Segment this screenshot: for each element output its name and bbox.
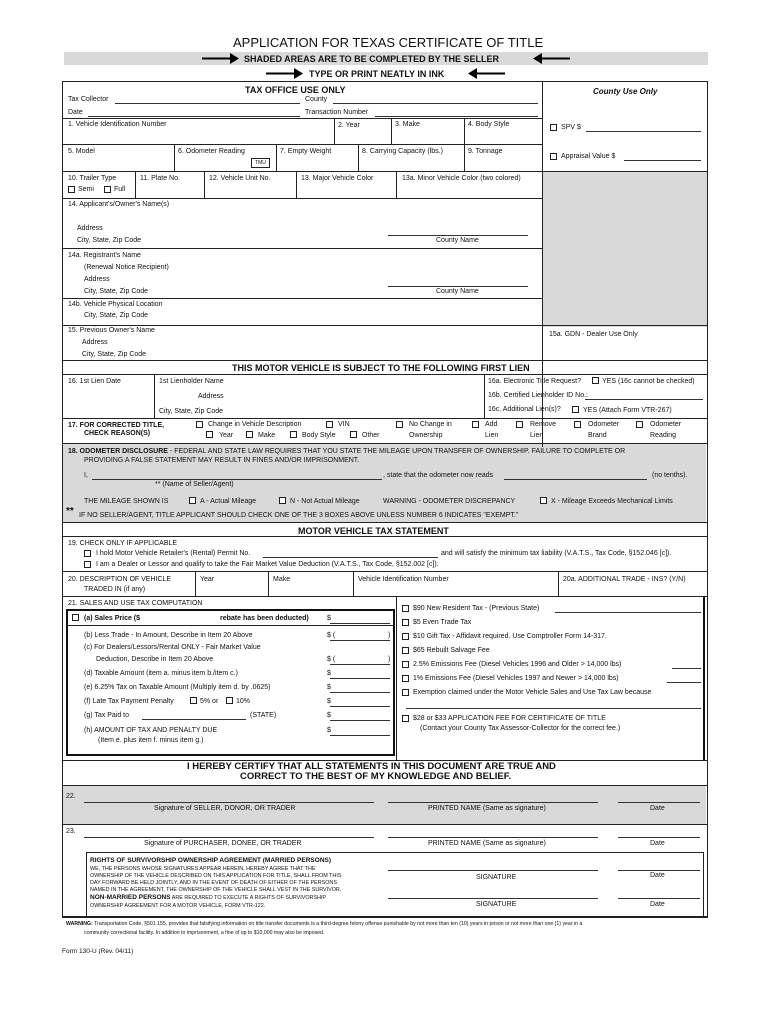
odometer-brand-label1: Odometer — [588, 421, 620, 428]
item-f-label: (f) Late Tax Payment Penalty — [84, 698, 174, 705]
type-note: TYPE OR PRINT NEATLY IN INK — [309, 69, 445, 79]
odometer-disclosure-text2: PROVIDING A FALSE STATEMENT MAY RESULT IN FINES AND/OR IMPRISONMENT. — [84, 457, 360, 464]
certify-line2: CORRECT TO THE BEST OF MY KNOWLEDGE AND BELIEF. — [240, 771, 512, 782]
traded-vin-label: Vehicle Identification Number — [358, 576, 449, 583]
registrant-county-name: County Name — [436, 288, 479, 295]
mileage-shown-label: THE MILEAGE SHOWN IS — [84, 498, 169, 505]
dealer-checkbox[interactable] — [84, 561, 91, 568]
item-h-dollar: $ — [327, 727, 331, 734]
tenths-label: (no tenths). — [652, 472, 688, 479]
penalty-5-label: 5% or — [200, 698, 219, 705]
permit-end-label: and will satisfy the minimum tax liability (V.A.T.S., Tax Code, §152.046 [c]). — [441, 550, 672, 557]
major-color-label: 13. Major Vehicle Color — [301, 175, 374, 182]
odometer-footnote: IF NO SELLER/AGENT, TITLE APPLICANT SHOULD CHECK ONE OF THE 3 BOXES ABOVE UNLESS NUMBER 6 INDICATES "EXEMPT." — [79, 512, 519, 519]
vin-checkbox[interactable] — [326, 421, 333, 428]
add-lien-label2: Lien — [485, 432, 499, 439]
fee-1-label: 1% Emissions Fee (Diesel Vehicles 1997 and Newer > 14,000 lbs) — [413, 675, 619, 682]
item-b-label: (b) Less Trade - In Amount, Describe in Item 20 Above — [84, 632, 253, 639]
dealer-label: I am a Dealer or Lessor and qualify to take the Fair Market Value Deduction (V.A.T.S., Tax Code, §152.002 [c]). — [96, 561, 439, 568]
right-arrow-icon — [264, 67, 304, 80]
left-arrow-icon — [532, 52, 572, 65]
physical-location-label: 14b. Vehicle Physical Location — [68, 301, 163, 308]
appraisal-checkbox[interactable] — [550, 153, 557, 160]
penalty-5-checkbox[interactable] — [190, 697, 197, 704]
traded-vehicle-label1: 20. DESCRIPTION OF VEHICLE — [68, 576, 172, 583]
odometer-brand-label2: Brand — [588, 432, 607, 439]
purchaser-date-label: Date — [650, 840, 665, 847]
full-label: Full — [114, 186, 126, 193]
item-g-dollar: $ — [327, 712, 331, 719]
full-checkbox[interactable] — [104, 186, 111, 193]
check-only-label: 19. CHECK ONLY IF APPLICABLE — [68, 540, 178, 547]
make-label: 3. Make — [395, 121, 420, 128]
survivorship-text6: OWNERSHIP AGREEMENT FOR A MOTOR VEHICLE, FORM VTR-122. — [90, 903, 266, 909]
certify-line1: I HEREBY CERTIFY THAT ALL STATEMENTS IN THIS DOCUMENT ARE TRUE AND — [187, 761, 556, 772]
penalty-10-label: 10% — [236, 698, 251, 705]
fee-90-checkbox[interactable] — [402, 605, 409, 612]
electronic-yes-checkbox[interactable] — [592, 377, 599, 384]
semi-label: Semi — [78, 186, 94, 193]
survivor-signature-label2: SIGNATURE — [476, 901, 517, 908]
applicant-county-name: County Name — [436, 237, 479, 244]
odometer-reading-label2: Reading — [650, 432, 677, 439]
previous-owner-label: 15. Previous Owner's Name — [68, 327, 155, 334]
other-checkbox[interactable] — [350, 431, 357, 438]
right-arrow-icon — [200, 52, 240, 65]
survivor-signature-label: SIGNATURE — [476, 874, 517, 881]
unit-label: 12. Vehicle Unit No. — [209, 175, 271, 182]
item-c-label2: Deduction, Describe in Item 20 Above — [96, 656, 214, 663]
vin-label: 1. Vehicle Identification Number — [68, 121, 167, 128]
fee-90-label: $90 New Resident Tax - (Previous State) — [413, 605, 540, 612]
warning-text2: community correctional facility. In addition to imprisonment, a fine of up to $10,000 may also be imposed. — [84, 930, 325, 936]
lien-heading: THIS MOTOR VEHICLE IS SUBJECT TO THE FOLLOWING FIRST LIEN — [232, 363, 530, 373]
spv-label: SPV $ — [561, 124, 581, 131]
previous-city-label: City, State, Zip Code — [82, 351, 147, 358]
model-label: 5. Model — [68, 148, 95, 155]
fee-28-note: (Contact your County Tax Assessor-Collector for the correct fee.) — [420, 725, 621, 732]
item-d-dollar: $ — [327, 670, 331, 677]
fee-10-checkbox[interactable] — [402, 633, 409, 640]
shaded-note: SHADED AREAS ARE TO BE COMPLETED BY THE SELLER — [244, 54, 500, 64]
left-arrow-icon — [467, 67, 507, 80]
fee-25-label: 2.5% Emissions Fee (Diesel Vehicles 1996 and Older > 14,000 lbs) — [413, 661, 622, 668]
fee-1-checkbox[interactable] — [402, 675, 409, 682]
year-checkbox[interactable] — [206, 431, 213, 438]
registrant-label: 14a. Registrant's Name — [68, 252, 141, 259]
fee-bracket — [703, 596, 705, 760]
transaction-number-label: Transaction Number — [305, 109, 369, 116]
warning-discrepancy-label: WARNING - ODOMETER DISCREPANCY — [383, 498, 516, 505]
body-style-label: 4. Body Style — [468, 121, 510, 128]
tax-computation-label: 21. SALES AND USE TAX COMPUTATION — [68, 600, 203, 607]
appraisal-label: Appraisal Value $ — [561, 153, 616, 160]
item-c-paren: ) — [388, 656, 391, 663]
seller-signature-label: Signature of SELLER, DONOR, OR TRADER — [154, 805, 296, 812]
permit-label: I hold Motor Vehicle Retailer's (Rental) Permit No. — [96, 550, 251, 557]
county-label: County — [305, 96, 328, 103]
permit-checkbox[interactable] — [84, 550, 91, 557]
fee-65-label: $65 Rebuilt Salvage Fee — [413, 647, 490, 654]
registrant-city-label: City, State, Zip Code — [84, 288, 149, 295]
lien-date-label: 16. 1st Lien Date — [68, 378, 121, 385]
sales-price-dollar: $ — [327, 615, 331, 622]
odometer-disclosure-text: 18. ODOMETER DISCLOSURE - FEDERAL AND STATE LAW REQUIRES THAT YOU STATE THE MILEAGE UPON TRANSFER OF OWNERSHIP. FAILURE TO COMPLETE OR — [68, 448, 626, 455]
item-b-paren: ) — [388, 632, 391, 639]
electronic-title-label: 16a. Electronic Title Request? — [488, 378, 581, 385]
add-lien-checkbox[interactable] — [472, 421, 479, 428]
survivorship-text1: WE, THE PERSONS WHOSE SIGNATURES APPEAR HEREIN, HEREBY AGREE THAT THE — [90, 866, 316, 872]
make-correct-label: Make — [258, 432, 276, 439]
additional-lien-checkbox[interactable] — [572, 406, 579, 413]
item-g-state: (STATE) — [250, 712, 277, 719]
traded-vehicle-label2: TRADED IN (if any) — [84, 586, 146, 593]
check-reason-label: CHECK REASON(S) — [84, 430, 151, 437]
not-actual-mileage-checkbox[interactable] — [279, 497, 286, 504]
county-shade — [543, 172, 707, 327]
traded-year-label: Year — [200, 576, 215, 583]
sales-price-label: (a) Sales Price ($ — [84, 615, 141, 622]
item-e-dollar: $ — [327, 684, 331, 691]
seller-date-label: Date — [650, 805, 665, 812]
lienholder-label: 1st Lienholder Name — [159, 378, 224, 385]
sig23-number: 23. — [66, 828, 76, 835]
fee-25-checkbox[interactable] — [402, 661, 409, 668]
previous-address-label: Address — [82, 339, 108, 346]
remove-lien-checkbox[interactable] — [516, 421, 523, 428]
fee-65-checkbox[interactable] — [402, 647, 409, 654]
item-h-label1: (h) AMOUNT OF TAX AND PENALTY DUE — [84, 727, 218, 734]
capacity-label: 8. Carrying Capacity (lbs.) — [362, 148, 443, 155]
lien-address-label: Address — [198, 393, 224, 400]
plate-label: 11. Plate No. — [140, 175, 180, 182]
odometer-reading-label1: Odometer — [650, 421, 682, 428]
exemption-checkbox[interactable] — [402, 689, 409, 696]
exceeds-limits-checkbox[interactable] — [540, 497, 547, 504]
certified-lienholder-label: 16b. Certified Lienholder ID No.: — [488, 392, 588, 399]
nonmarried-text: NON-MARRIED PERSONS ARE REQUIRED TO EXECUTE A RIGHTS OF SURVIVORSHIP — [90, 894, 327, 901]
body-style-checkbox[interactable] — [290, 431, 297, 438]
sales-price-checkbox[interactable] — [72, 614, 79, 621]
state-reads-label: , state that the odometer now reads — [383, 472, 494, 479]
applicant-city-label: City, State, Zip Code — [77, 237, 142, 244]
body-style-correct-label: Body Style — [302, 432, 336, 439]
lien-city-label: City, State, Zip Code — [159, 408, 224, 415]
spv-checkbox[interactable] — [550, 124, 557, 131]
form-number: Form 130-U (Rev. 04/11) — [62, 948, 134, 955]
change-description-label: Change in Vehicle Description — [208, 421, 302, 428]
odometer-reading-checkbox[interactable] — [636, 421, 643, 428]
item-d-label: (d) Taxable Amount (item a. minus item b./item c.) — [84, 670, 238, 677]
fee-5-label: $5 Even Trade Tax — [413, 619, 472, 626]
item-c-dollar: $ ( — [327, 656, 336, 663]
make-checkbox[interactable] — [246, 431, 253, 438]
fee-10-label: $10 Gift Tax - Affidavit required. Use Comptroller Form 14-317. — [413, 633, 607, 640]
remove-lien-label2: Lien — [530, 432, 544, 439]
actual-mileage-label: A - Actual Mileage — [200, 498, 257, 505]
item-f-dollar: $ — [327, 698, 331, 705]
additional-lien-label: 16c. Additional Lien(s)? — [488, 406, 561, 413]
corrected-title-label: 17. FOR CORRECTED TITLE, — [68, 422, 165, 429]
remove-lien-label1: Remove — [530, 421, 557, 428]
minor-color-label: 13a. Minor Vehicle Color (two colored) — [402, 175, 521, 182]
renewal-label: (Renewal Notice Recipient) — [84, 264, 169, 271]
no-change-label2: Ownership — [409, 432, 443, 439]
survivorship-text2: OWNERSHIP OF THE VEHICLE DESCRIBED ON THIS APPLICATION FOR TITLE, SHALL FROM THIS — [90, 873, 342, 879]
survivorship-text3: DAY FORWARD BE HELD JOINTLY, AND IN THE EVENT OF DEATH OF EITHER OF THE PERSONS — [90, 880, 337, 886]
seller-name-label: ** (Name of Seller/Agent) — [155, 481, 234, 488]
tonnage-label: 9. Tonnage — [468, 148, 503, 155]
tax-heading: MOTOR VEHICLE TAX STATEMENT — [298, 526, 449, 536]
fee-28-label: $28 or $33 APPLICATION FEE FOR CERTIFICATE OF TITLE — [413, 715, 606, 722]
exceeds-limits-label: X - Mileage Exceeds Mechanical Limits — [551, 498, 673, 505]
empty-weight-label: 7. Empty Weight — [280, 148, 332, 155]
sig22-number: 22. — [66, 793, 76, 800]
county-use-heading: County Use Only — [593, 87, 658, 96]
item-c-label1: (c) For Dealers/Lessors/Rental ONLY - Fair Market Value — [84, 644, 261, 651]
tax-office-heading: TAX OFFICE USE ONLY — [245, 85, 346, 95]
stars-mark: ** — [66, 506, 74, 517]
physical-city-label: City, State, Zip Code — [84, 312, 149, 319]
i-label: I, — [84, 472, 88, 479]
no-change-label1: No Change in — [409, 421, 452, 428]
penalty-10-checkbox[interactable] — [226, 697, 233, 704]
other-correct-label: Other — [362, 432, 380, 439]
item-g-label: (g) Tax Paid to — [84, 712, 130, 719]
traded-make-label: Make — [273, 576, 291, 583]
registrant-address-label: Address — [84, 276, 110, 283]
fee-5-checkbox[interactable] — [402, 619, 409, 626]
warning-text: WARNING: Transportation Code, §501.155, provides that falsifying information on title transfer documents is a third-degree felony offense punishable by not more than ten (10) years in prison or not more than one (1) year in a — [66, 921, 583, 927]
rebate-label: rebate has been deducted) — [220, 615, 309, 622]
electronic-yes-label: YES (16c cannot be checked) — [602, 378, 695, 385]
item-b-dollar: $ ( — [327, 632, 336, 639]
applicant-address-label: Address — [77, 225, 103, 232]
seller-printed-label: PRINTED NAME (Same as signature) — [428, 805, 546, 812]
additional-trade-label: 20a. ADDITIONAL TRADE - INS? (Y/N) — [563, 576, 686, 583]
item-e-label: (e) 6.25% Tax on Taxable Amount (Multiply item d. by .0625) — [84, 684, 271, 691]
item-h-label2: (Item e. plus item f. minus item g.) — [98, 737, 204, 744]
actual-mileage-checkbox[interactable] — [189, 497, 196, 504]
survivorship-text4: NAMED IN THE AGREEMENT, THE OWNERSHIP OF THE VEHICLE SHALL VEST IN THE SURVIVOR. — [90, 887, 342, 893]
purchaser-signature-label: Signature of PURCHASER, DONEE, OR TRADER — [144, 840, 302, 847]
purchaser-printed-label: PRINTED NAME (Same as signature) — [428, 840, 546, 847]
add-lien-label1: Add — [485, 421, 498, 428]
tax-collector-label: Tax Collector — [68, 96, 109, 103]
change-description-checkbox[interactable] — [196, 421, 203, 428]
survivorship-heading: RIGHTS OF SURVIVORSHIP OWNERSHIP AGREEMENT (MARRIED PERSONS) — [90, 857, 332, 864]
odometer-stamp: TMU — [251, 158, 270, 168]
survivor-date-label: Date — [650, 872, 665, 879]
year-label: 2. Year — [338, 122, 360, 129]
gdn-label: 15a. GDN - Dealer Use Only — [549, 331, 638, 338]
applicant-name-label: 14. Applicant's/Owner's Name(s) — [68, 201, 170, 208]
exemption-label: Exemption claimed under the Motor Vehicle Sales and Use Tax Law because — [413, 689, 652, 696]
fee-28-checkbox[interactable] — [402, 715, 409, 722]
semi-checkbox[interactable] — [68, 186, 75, 193]
not-actual-mileage-label: N - Not Actual Mileage — [290, 498, 360, 505]
survivor-date-label2: Date — [650, 901, 665, 908]
odometer-label: 6. Odometer Reading — [178, 148, 245, 155]
odometer-brand-checkbox[interactable] — [574, 421, 581, 428]
no-change-checkbox[interactable] — [396, 421, 403, 428]
form-title: APPLICATION FOR TEXAS CERTIFICATE OF TITLE — [233, 35, 544, 50]
additional-lien-yes-label: YES (Attach Form VTR-267) — [583, 407, 672, 414]
trailer-type-label: 10. Trailer Type — [68, 175, 117, 182]
vin-correct-label: VIN — [338, 421, 350, 428]
date-label: Date — [68, 109, 83, 116]
year-correct-label: Year — [219, 432, 234, 439]
